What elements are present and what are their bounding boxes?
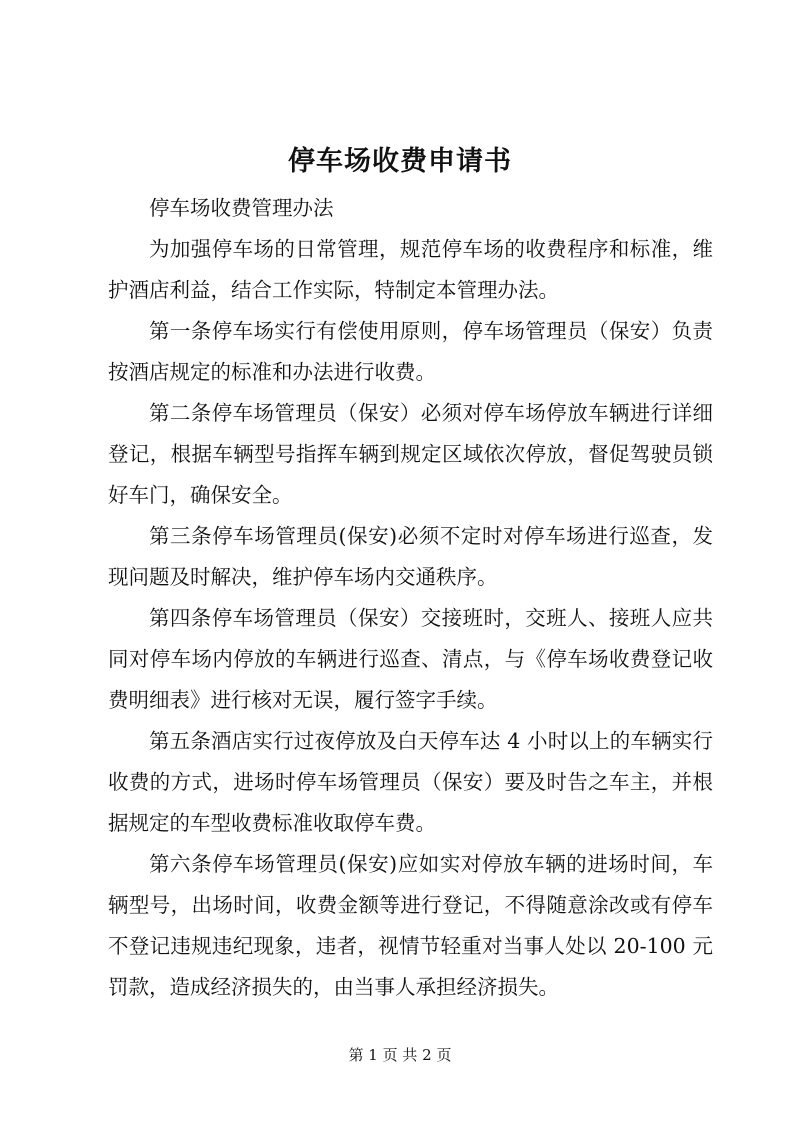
paragraph-article-3: 第三条停车场管理员(保安)必须不定时对停车场进行巡查，发现问题及时解决，维护停车场内交通秩序。	[108, 524, 713, 589]
paragraph-article-5: 第五条酒店实行过夜停放及白天停车达 4 小时以上的车辆实行收费的方式，进场时停车场管理员（保安）要及时告之车主，并根据规定的车型收费标准收取停车费。	[108, 729, 713, 835]
paragraph-article-6: 第六条停车场管理员(保安)应如实对停放车辆的进场时间，车辆型号，出场时间，收费金额等进行登记，不得随意涂改或有停车不登记违规违纪现象，违者，视情节轻重对当事人处以 20-100 元罚款，造成经济损失的，由当事人承担经济损失。	[108, 852, 713, 999]
paragraph-article-1: 第一条停车场实行有偿使用原则，停车场管理员（保安）负责按酒店规定的标准和办法进行收费。	[108, 319, 713, 384]
document-title: 停车场收费申请书	[288, 146, 512, 177]
document-body	[108, 188, 713, 1008]
page-footer: 第 1 页 共 2 页	[348, 1046, 452, 1064]
paragraph-subtitle: 停车场收费管理办法	[149, 196, 334, 220]
paragraph-intro: 为加强停车场的日常管理，规范停车场的收费程序和标准，维护酒店利益，结合工作实际，特制定本管理办法。	[108, 237, 713, 302]
paragraph-article-2: 第二条停车场管理员（保安）必须对停车场停放车辆进行详细登记，根据车辆型号指挥车辆到规定区域依次停放，督促驾驶员锁好车门，确保安全。	[108, 401, 713, 507]
paragraph-article-4: 第四条停车场管理员（保安）交接班时，交班人、接班人应共同对停车场内停放的车辆进行巡查、清点，与《停车场收费登记收费明细表》进行核对无误，履行签字手续。	[108, 606, 713, 712]
